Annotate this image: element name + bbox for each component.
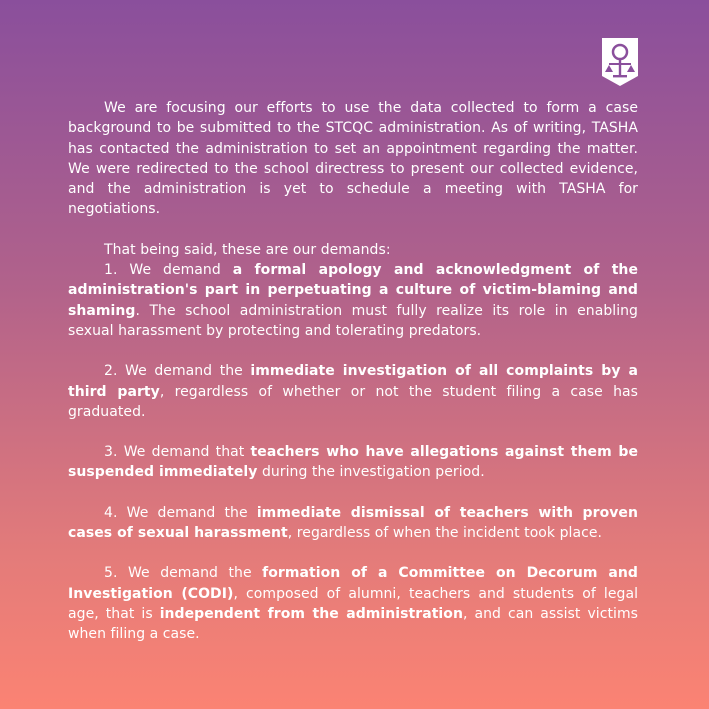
scales-of-justice-emblem-icon bbox=[600, 36, 640, 88]
demand-1: 1. We demand a formal apology and acknowledgment of the administration's part in perpetuating a culture of victim-blaming and shaming. The school administration must fully realize its role in enabling sexual harassment by protecting and tolerating predators. bbox=[68, 262, 638, 339]
statement-body bbox=[68, 98, 638, 645]
intro-paragraph: We are focusing our efforts to use the data collected to form a case background to be submitted to the STCQC administration. As of writing, TASHA has contacted the administration to set an appointment regarding the matter. We were redirected to the school directress to present our collected evidence, and the administration is yet to schedule a meeting with TASHA for negotiations. bbox=[68, 100, 638, 218]
demands-intro: That being said, these are our demands: bbox=[104, 241, 391, 258]
demand-2: 2. We demand the immediate investigation of all complaints by a third party, regardless of whether or not the student filing a case has graduated. bbox=[68, 363, 638, 420]
demand-4: 4. We demand the immediate dismissal of teachers with proven cases of sexual harassment, regardless of when the incident took place. bbox=[68, 504, 638, 542]
demand-5: 5. We demand the formation of a Committee on Decorum and Investigation (CODI), composed of alumni, teachers and students of legal age, that is independent from the administration, and can assist victims when filing a case. bbox=[68, 565, 639, 643]
demand-3: 3. We demand that teachers who have allegations against them be suspended immediately during the investigation period. bbox=[68, 444, 638, 481]
